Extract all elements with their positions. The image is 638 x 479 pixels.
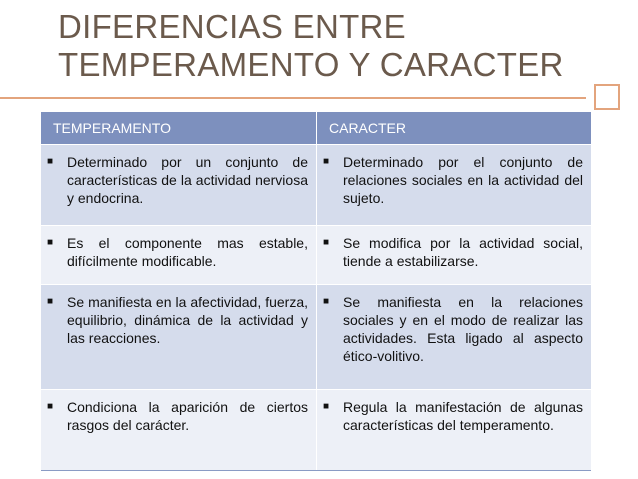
cell-caracter [316,390,591,470]
square-bullet-icon: ■ [47,296,54,307]
cell-temperamento [41,226,316,284]
title-accent-square [594,84,620,110]
cell-text: Se manifiesta en la relaciones sociales y en el modo de realizar las actividades. Esta ligado al aspecto ético-volitivo. [343,294,583,364]
cell-caracter [316,226,591,284]
cell-text: Regula la manifestación de algunas características del temperamento. [343,399,583,433]
cell-text: Es el componente mas estable, difícilmente modificable. [67,235,308,269]
slide-title-line-1: DIFERENCIAS ENTRE [58,8,406,45]
header-temperamento: TEMPERAMENTO [53,120,171,136]
cell-text: Determinado por el conjunto de relaciones sociales en la actividad del sujeto. [343,154,583,206]
square-bullet-icon: ■ [47,401,54,412]
cell-caracter [316,145,591,225]
cell-caracter [316,285,591,389]
table-header-row [41,112,591,144]
cell-text: Condiciona la aparición de ciertos rasgos del carácter. [67,399,308,433]
cell-text: Determinado por un conjunto de características de la actividad nerviosa y endocrina. [67,154,308,206]
title-divider-line [0,97,586,99]
square-bullet-icon: ■ [323,401,330,412]
slide-title-line-2: TEMPERAMENTO Y CARACTER [58,46,564,83]
square-bullet-icon: ■ [47,156,54,167]
square-bullet-icon: ■ [47,237,54,248]
comparison-table [41,112,591,471]
table-row [41,284,591,389]
square-bullet-icon: ■ [323,237,330,248]
slide-title [58,8,564,84]
cell-text: Se manifiesta en la afectividad, fuerza, equilibrio, dinámica de la actividad y las reacciones. [67,294,308,346]
square-bullet-icon: ■ [323,156,330,167]
cell-temperamento [41,390,316,470]
header-caracter: CARACTER [316,112,591,144]
cell-temperamento [41,145,316,225]
table-row [41,225,591,284]
cell-temperamento [41,285,316,389]
square-bullet-icon: ■ [323,296,330,307]
table-row [41,144,591,225]
table-row [41,389,591,470]
cell-text: Se modifica por la actividad social, tiende a estabilizarse. [343,235,583,269]
